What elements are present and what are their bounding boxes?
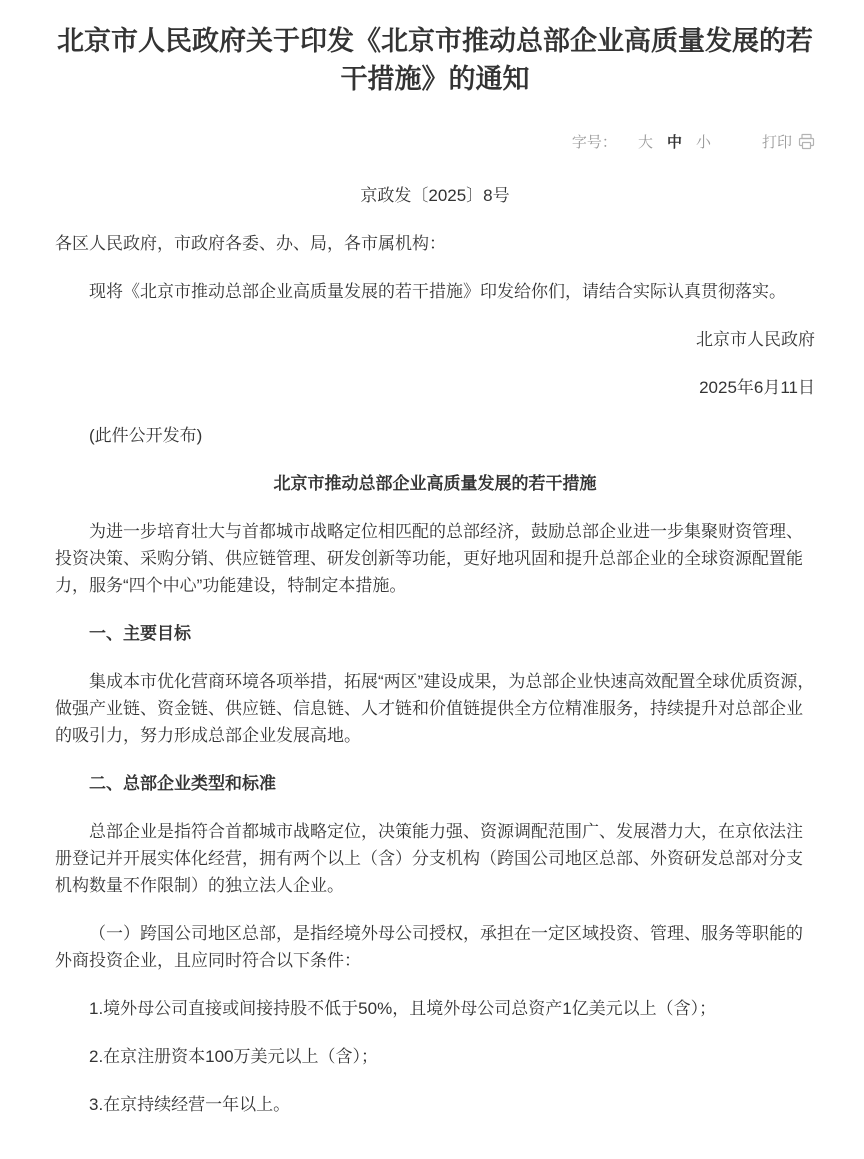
intro-paragraph: 现将《北京市推动总部企业高质量发展的若干措施》印发给你们，请结合实际认真贯彻落实。 xyxy=(89,282,786,301)
salutation-line: 各区人民政府，市政府各委、办、局，各市属机构： xyxy=(55,234,446,253)
date-line: 2025年6月11日 xyxy=(699,378,815,397)
article-toolbar xyxy=(55,130,815,152)
print-button[interactable] xyxy=(762,131,815,152)
print-button-label: 打印 xyxy=(761,133,792,151)
section-heading-1: 一、主要目标 xyxy=(89,624,191,643)
font-size-medium-button[interactable]: 中 xyxy=(666,133,682,151)
section-heading-2: 二、总部企业类型和标准 xyxy=(89,774,276,793)
font-size-label: 字号： xyxy=(571,133,617,151)
body-paragraph: （一）跨国公司地区总部，是指经境外母公司授权，承担在一定区域投资、管理、服务等职能的外商投资企业，且应同时符合以下条件： xyxy=(55,924,803,970)
document-body xyxy=(55,230,815,1118)
public-release-note: (此件公开发布) xyxy=(89,426,203,445)
body-paragraph: 为进一步培育壮大与首都城市战略定位相匹配的总部经济，鼓励总部企业进一步集聚财资管理、投资决策、采购分销、供应链管理、研发创新等功能，更好地巩固和提升总部企业的全球资源配置能力，服务“四个中心”功能建设，特制定本措施。 xyxy=(55,522,803,595)
body-paragraph: 集成本市优化营商环境各项举措，拓展“两区”建设成果，为总部企业快速高效配置全球优质资源，做强产业链、资金链、供应链、信息链、人才链和价值链提供全方位精准服务，持续提升对总部企业的吸引力，努力形成总部企业发展高地。 xyxy=(55,672,815,745)
document-number: 京政发〔2025〕8号 xyxy=(360,186,510,205)
printer-icon xyxy=(798,133,815,150)
page-title: 北京市人民政府关于印发《北京市推动总部企业高质量发展的若干措施》的通知 xyxy=(57,26,813,94)
issuer-line: 北京市人民政府 xyxy=(696,330,815,349)
measures-subtitle: 北京市推动总部企业高质量发展的若干措施 xyxy=(273,474,597,493)
font-size-large-button[interactable]: 大 xyxy=(637,133,653,151)
body-paragraph-condition-1: 1.境外母公司直接或间接持股不低于50%，且境外母公司总资产1亿美元以上（含）； xyxy=(89,999,717,1018)
body-paragraph: 总部企业是指符合首都城市战略定位，决策能力强、资源调配范围广、发展潜力大，在京依法注册登记并开展实体化经营，拥有两个以上（含）分支机构（跨国公司地区总部、外资研发总部对分支机构数量不作限制）的独立法人企业。 xyxy=(55,822,803,895)
font-size-small-button[interactable]: 小 xyxy=(695,133,711,151)
body-paragraph-condition-3: 3.在京持续经营一年以上。 xyxy=(89,1095,291,1114)
body-paragraph-condition-2: 2.在京注册资本100万美元以上（含）； xyxy=(89,1047,379,1066)
